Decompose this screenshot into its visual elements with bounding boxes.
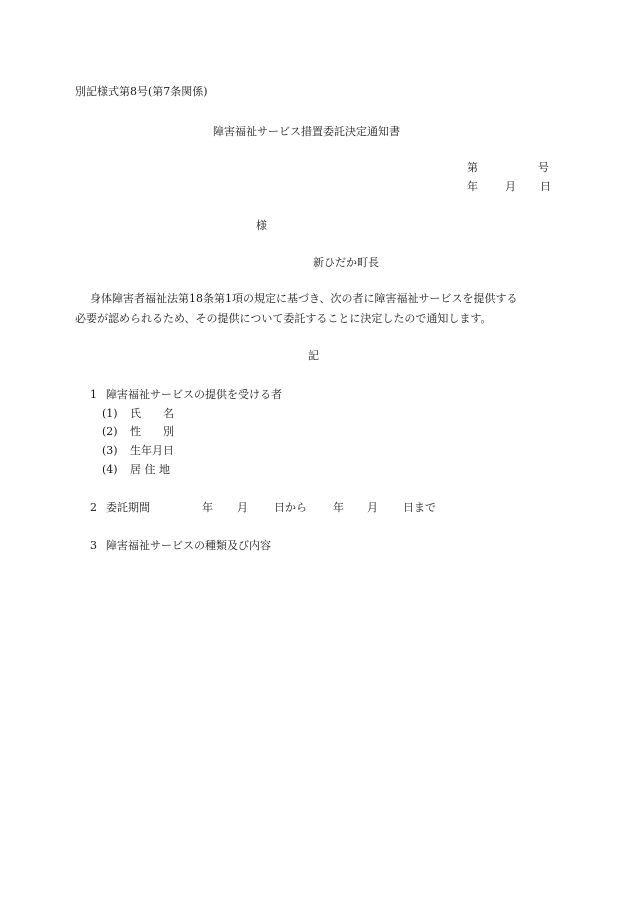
- doc-number-suffix: 号: [538, 161, 549, 174]
- document-title: 障害福祉サービス措置委託決定通知書: [213, 125, 400, 138]
- period-from-month: 月: [237, 501, 248, 514]
- section-3-title: 障害福祉サービスの種類及び内容: [106, 539, 271, 552]
- period-from-year: 年: [202, 501, 213, 514]
- period-to-year: 年: [333, 501, 344, 514]
- item-1-number: (1): [102, 407, 118, 420]
- item-3-number: (3): [102, 444, 118, 457]
- item-1-label: 氏 名: [130, 407, 174, 420]
- ki-heading: 記: [308, 349, 319, 362]
- section-3-number: 3: [90, 539, 97, 552]
- date-year-label: 年: [467, 180, 478, 193]
- item-4-label: 居 住 地: [130, 463, 170, 476]
- form-reference: 別記様式第8号(第7条関係): [75, 85, 208, 98]
- date-day-label: 日: [540, 180, 551, 193]
- period-to-month: 月: [367, 501, 378, 514]
- section-2-number: 2: [90, 501, 97, 514]
- addressee-honorific: 様: [256, 219, 267, 232]
- item-2-number: (2): [102, 425, 118, 438]
- body-text-line-1: 身体障害者福祉法第18条第1項の規定に基づき、次の者に障害福祉サービスを提供する: [90, 292, 518, 305]
- doc-number-prefix: 第: [467, 161, 478, 174]
- item-3-label: 生年月日: [130, 444, 174, 457]
- item-4-number: (4): [102, 463, 118, 476]
- section-1-title: 障害福祉サービスの提供を受ける者: [106, 388, 282, 401]
- period-to-day: 日まで: [403, 501, 436, 514]
- section-2-title: 委託期間: [106, 501, 150, 514]
- sender-name: 新ひだか町長: [313, 256, 379, 269]
- item-2-label: 性 別: [130, 425, 174, 438]
- date-month-label: 月: [505, 180, 516, 193]
- period-from-day: 日から: [274, 501, 307, 514]
- body-text-line-2: 必要が認められるため、その提供について委託することに決定したので通知します。: [75, 312, 492, 325]
- section-1-number: 1: [90, 388, 97, 401]
